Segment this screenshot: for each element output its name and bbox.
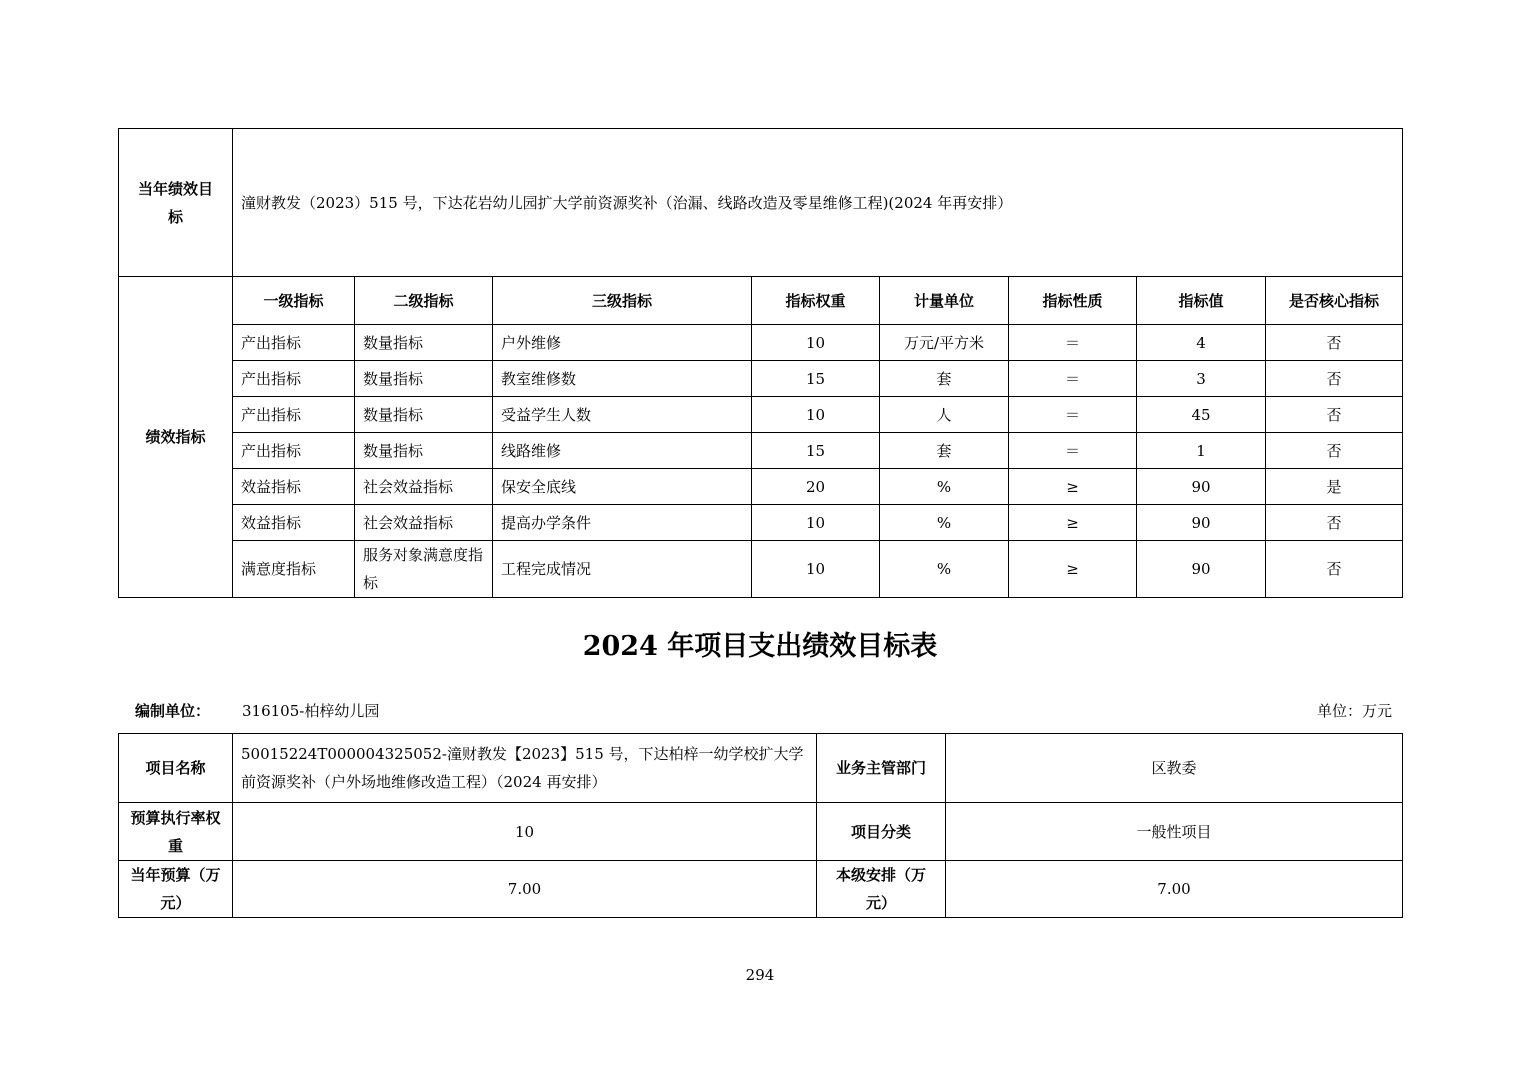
dept-label: 业务主管部门 xyxy=(817,734,946,803)
core-cell: 否 xyxy=(1266,397,1403,433)
table-row xyxy=(119,469,1403,505)
org-label: 编制单位： xyxy=(135,702,211,720)
level1-cell: 效益指标 xyxy=(233,505,355,541)
local-value: 7.00 xyxy=(946,861,1403,918)
nature-cell: ≥ xyxy=(1009,541,1137,598)
level2-cell: 服务对象满意度指标 xyxy=(355,541,493,598)
local-label: 本级安排（万元） xyxy=(817,861,946,918)
table-row xyxy=(119,361,1403,397)
value-cell: 45 xyxy=(1137,397,1266,433)
dept-value: 区教委 xyxy=(946,734,1403,803)
level1-cell: 产出指标 xyxy=(233,361,355,397)
level2-cell: 数量指标 xyxy=(355,361,493,397)
unit-cell: % xyxy=(880,469,1009,505)
level2-cell: 数量指标 xyxy=(355,397,493,433)
category-label: 项目分类 xyxy=(817,803,946,861)
weight-cell: 10 xyxy=(752,325,880,361)
weight-cell: 10 xyxy=(752,505,880,541)
core-cell: 否 xyxy=(1266,541,1403,598)
page-number: 294 xyxy=(745,966,775,984)
budget-value: 7.00 xyxy=(233,861,817,918)
indicators-label: 绩效指标 xyxy=(119,277,233,598)
unit-cell: % xyxy=(880,541,1009,598)
project-name-value: 50015224T000004325052-潼财教发【2023】515 号，下达柏梓一幼学校扩大学前资源奖补（户外场地维修改造工程）（2024 再安排） xyxy=(233,734,817,803)
level3-cell: 保安全底线 xyxy=(493,469,752,505)
level3-cell: 受益学生人数 xyxy=(493,397,752,433)
core-cell: 否 xyxy=(1266,505,1403,541)
nature-cell: ≥ xyxy=(1009,469,1137,505)
level3-cell: 教室维修数 xyxy=(493,361,752,397)
value-cell: 3 xyxy=(1137,361,1266,397)
unit-label: 单位：万元 xyxy=(1316,702,1392,720)
nature-cell: ＝ xyxy=(1009,397,1137,433)
section-title: 2024 年项目支出绩效目标表 xyxy=(582,631,938,662)
level1-cell: 满意度指标 xyxy=(233,541,355,598)
unit-cell: 套 xyxy=(880,361,1009,397)
org-value: 316105-柏梓幼儿园 xyxy=(242,702,380,720)
table-row xyxy=(119,505,1403,541)
level1-cell: 产出指标 xyxy=(233,433,355,469)
weight-cell: 10 xyxy=(752,397,880,433)
goal-text: 潼财教发（2023）515 号，下达花岩幼儿园扩大学前资源奖补（治漏、线路改造及零星维修工程)(2024 年再安排） xyxy=(233,129,1403,277)
col-header: 三级指标 xyxy=(493,277,752,325)
col-header: 一级指标 xyxy=(233,277,355,325)
unit-cell: 万元/平方米 xyxy=(880,325,1009,361)
level2-cell: 数量指标 xyxy=(355,433,493,469)
weight-cell: 15 xyxy=(752,361,880,397)
core-cell: 否 xyxy=(1266,325,1403,361)
table-row xyxy=(119,433,1403,469)
weight-cell: 10 xyxy=(752,541,880,598)
level2-cell: 社会效益指标 xyxy=(355,469,493,505)
budget-label: 当年预算（万元） xyxy=(119,861,233,918)
unit-cell: 人 xyxy=(880,397,1009,433)
weight-cell: 15 xyxy=(752,433,880,469)
core-cell: 否 xyxy=(1266,361,1403,397)
col-header: 计量单位 xyxy=(880,277,1009,325)
value-cell: 4 xyxy=(1137,325,1266,361)
col-header: 二级指标 xyxy=(355,277,493,325)
value-cell: 90 xyxy=(1137,505,1266,541)
value-cell: 90 xyxy=(1137,541,1266,598)
weight-cell: 20 xyxy=(752,469,880,505)
indicator-header-row xyxy=(119,277,1403,325)
nature-cell: ＝ xyxy=(1009,361,1137,397)
nature-cell: ≥ xyxy=(1009,505,1137,541)
col-header: 是否核心指标 xyxy=(1266,277,1403,325)
core-cell: 是 xyxy=(1266,469,1403,505)
project-name-label: 项目名称 xyxy=(119,734,233,803)
level1-cell: 效益指标 xyxy=(233,469,355,505)
value-cell: 90 xyxy=(1137,469,1266,505)
nature-cell: ＝ xyxy=(1009,433,1137,469)
project-info-table xyxy=(118,733,1403,918)
rate-label: 预算执行率权重 xyxy=(119,803,233,861)
category-value: 一般性项目 xyxy=(946,803,1403,861)
core-cell: 否 xyxy=(1266,433,1403,469)
unit-cell: 套 xyxy=(880,433,1009,469)
col-header: 指标值 xyxy=(1137,277,1266,325)
level3-cell: 线路维修 xyxy=(493,433,752,469)
level1-cell: 产出指标 xyxy=(233,397,355,433)
level2-cell: 社会效益指标 xyxy=(355,505,493,541)
col-header: 指标性质 xyxy=(1009,277,1137,325)
table-row xyxy=(119,397,1403,433)
goal-label: 当年绩效目标 xyxy=(119,129,233,277)
table-row xyxy=(119,325,1403,361)
performance-goal-table xyxy=(118,128,1403,598)
level3-cell: 工程完成情况 xyxy=(493,541,752,598)
value-cell: 1 xyxy=(1137,433,1266,469)
level2-cell: 数量指标 xyxy=(355,325,493,361)
rate-value: 10 xyxy=(233,803,817,861)
table-row xyxy=(119,541,1403,598)
col-header: 指标权重 xyxy=(752,277,880,325)
level1-cell: 产出指标 xyxy=(233,325,355,361)
unit-cell: % xyxy=(880,505,1009,541)
nature-cell: ＝ xyxy=(1009,325,1137,361)
level3-cell: 户外维修 xyxy=(493,325,752,361)
level3-cell: 提高办学条件 xyxy=(493,505,752,541)
